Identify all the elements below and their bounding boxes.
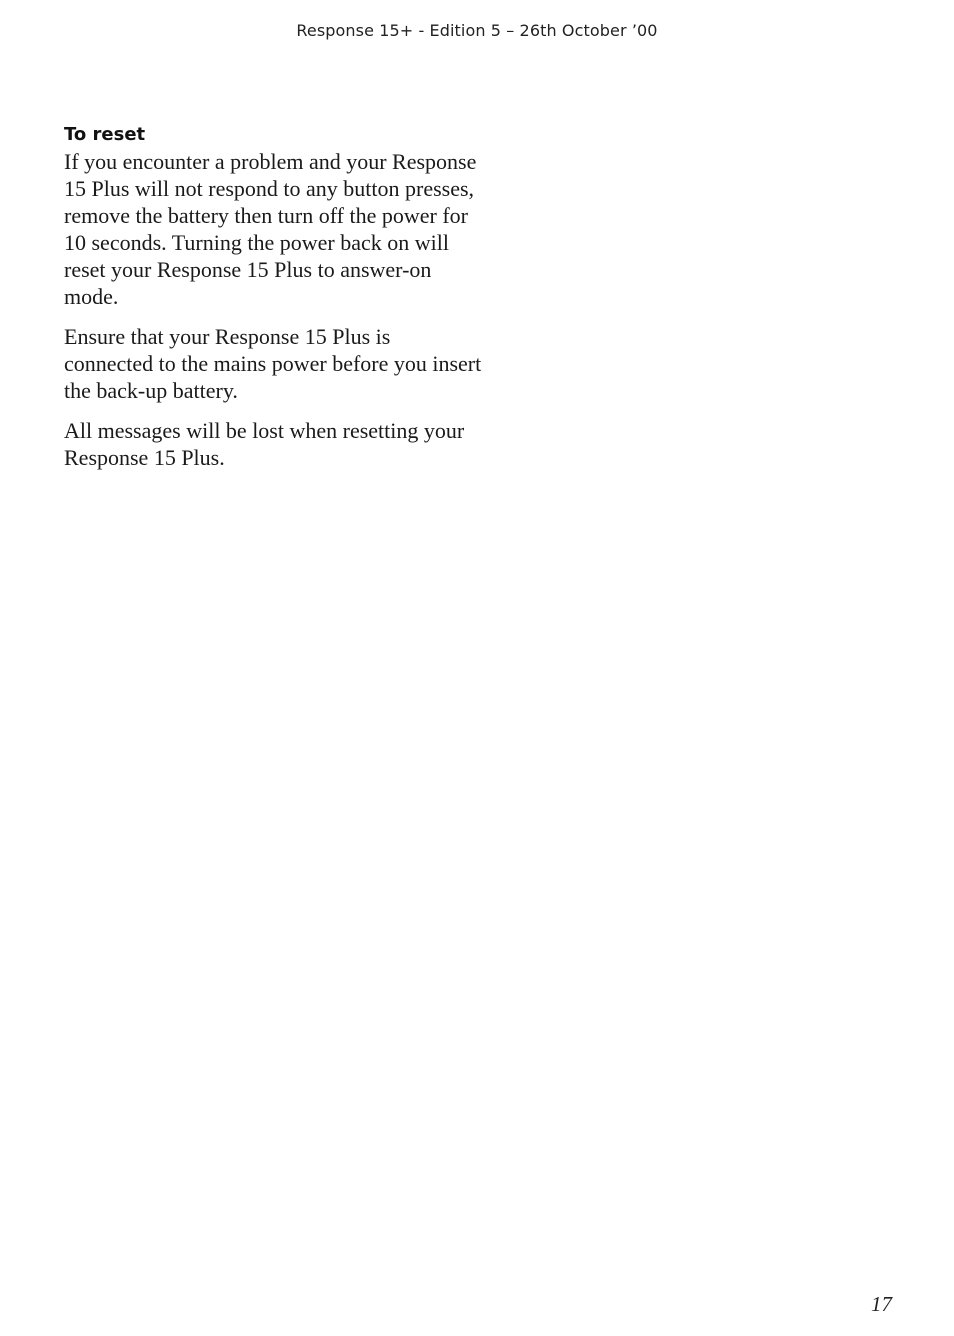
paragraph-messages-lost-note: All messages will be lost when resetting your Response 15 Plus. xyxy=(64,418,465,470)
running-header: Response 15+ - Edition 5 – 26th October ’00 xyxy=(296,21,658,40)
paragraph-reset-instructions: If you encounter a problem and your Response 15 Plus will not respond to any button presses, remove the battery then turn off the power for 10 seconds. Turning the power back on will reset your Response 15 Plus to answer-on mode. xyxy=(64,149,477,309)
section-heading: To reset xyxy=(64,124,146,145)
paragraph-mains-power-note: Ensure that your Response 15 Plus is connected to the mains power before you insert the back-up battery. xyxy=(64,324,482,403)
content-column xyxy=(64,122,484,484)
page-number: 17 xyxy=(871,1292,892,1316)
